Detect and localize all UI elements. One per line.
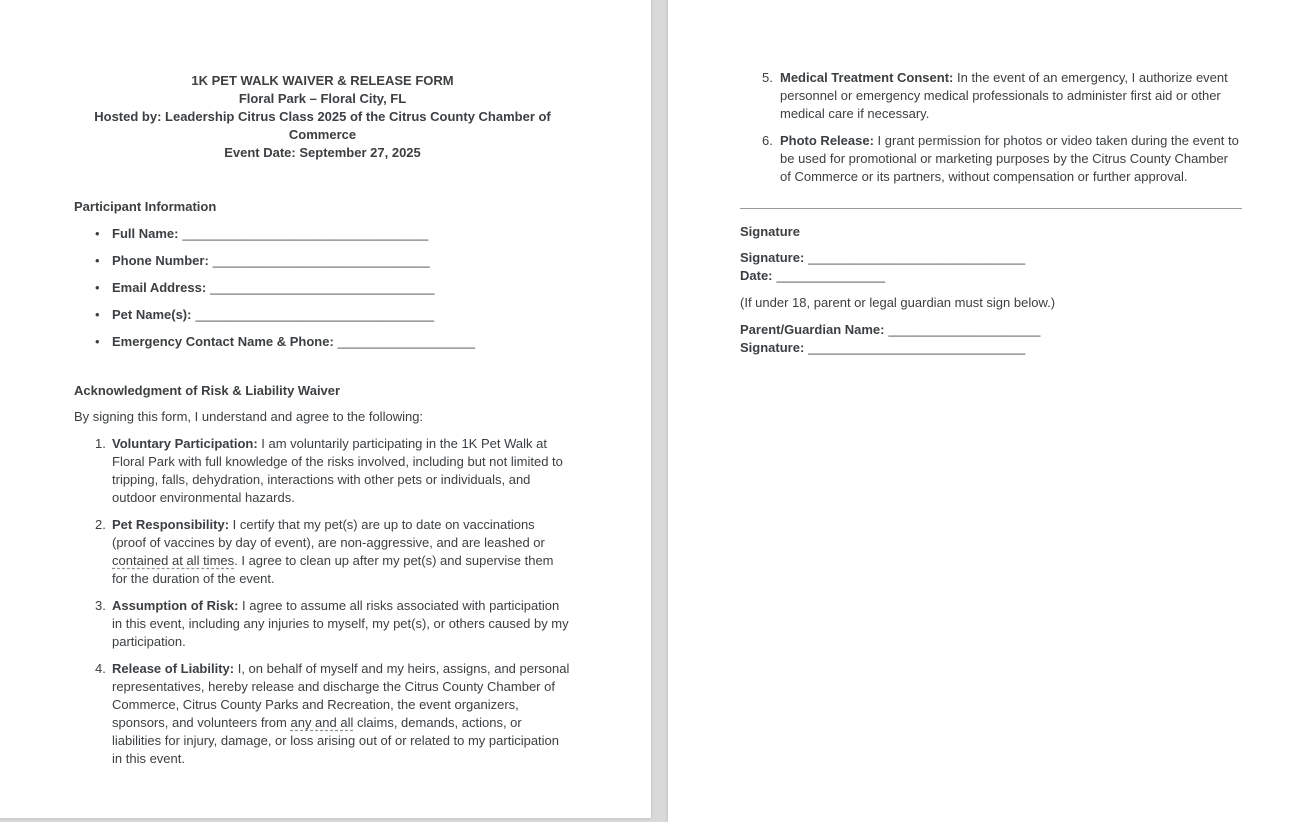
guardian-signature-row <box>740 339 1242 357</box>
signature-row <box>740 249 1242 267</box>
item-body: I agree to assume all risks associated with participation in this event, including any injuries to myself, my pet(s), or others caused by my participation. <box>112 598 569 649</box>
item-number: 3. <box>95 598 106 613</box>
bullet-icon: • <box>95 307 100 322</box>
item-number: 1. <box>95 436 106 451</box>
field-blank-line: _________________________________ <box>195 307 435 322</box>
waiver-list-continued <box>740 69 1242 186</box>
waiver-intro: By signing this form, I understand and agree to the following: <box>74 409 424 424</box>
item-label: Pet Responsibility: <box>112 517 230 532</box>
date-blank-line: _______________ <box>776 268 885 283</box>
bullet-icon: • <box>95 280 100 295</box>
item-body: I grant permission for photos or video taken during the event to be used for promotional or marketing purposes by the Citrus County Chamber of Commerce or its partners, without compensation or further approval. <box>780 133 1239 184</box>
document-page-1 <box>0 0 651 818</box>
item-text <box>112 435 571 507</box>
document-page-2 <box>668 0 1316 822</box>
field-label: Full Name: <box>112 226 179 241</box>
list-item-medical-treatment-consent <box>740 69 1242 123</box>
guardian-signature-label: Signature: <box>740 340 805 355</box>
signature-block <box>740 249 1242 285</box>
guardian-block <box>740 321 1242 357</box>
document-header <box>74 72 571 162</box>
minor-note: (If under 18, parent or legal guardian must sign below.) <box>740 295 1056 310</box>
waiver-heading: Acknowledgment of Risk & Liability Waiver <box>74 383 341 398</box>
date-row <box>740 267 1242 285</box>
field-blank-line: ___________________ <box>337 334 476 349</box>
bullet-icon: • <box>95 253 100 268</box>
field-label: Email Address: <box>112 280 207 295</box>
field-row-emergency-contact <box>74 333 571 351</box>
doc-location: Floral Park – Floral City, FL <box>238 91 407 106</box>
bullet-icon: • <box>95 226 100 241</box>
item-body: I certify that my pet(s) are up to date on vaccinations (proof of vaccines by day of event), are non-aggressive, and are leashed or <box>112 517 545 550</box>
section-divider <box>740 208 1242 209</box>
item-label: Release of Liability: <box>112 661 235 676</box>
guardian-name-row <box>740 321 1242 339</box>
field-row-phone-number <box>74 252 571 270</box>
item-label: Voluntary Participation: <box>112 436 258 451</box>
item-text <box>112 597 571 651</box>
signature-heading: Signature <box>740 224 800 239</box>
item-label: Assumption of Risk: <box>112 598 239 613</box>
signature-blank-line: ______________________________ <box>808 250 1026 265</box>
item-number: 4. <box>95 661 106 676</box>
field-row-pet-names <box>74 306 571 324</box>
doc-host: Hosted by: Leadership Citrus Class 2025 of the Citrus County Chamber of Commerce <box>94 109 551 142</box>
item-body-2: . I agree to clean up after my pet(s) and supervise them for the duration of the event. <box>112 553 554 586</box>
item-body: I am voluntarily participating in the 1K Pet Walk at Floral Park with full knowledge of the risks involved, including but not limited to tripping, falls, dehydration, interactions with other pets or individuals, and outdoor environmental hazards. <box>112 436 563 505</box>
item-number: 6. <box>762 133 773 148</box>
item-underlined-phrase: contained at all times <box>112 553 235 568</box>
doc-title: 1K PET WALK WAIVER & RELEASE FORM <box>191 73 454 88</box>
participant-heading: Participant Information <box>74 199 217 214</box>
list-item-voluntary-participation <box>74 435 571 507</box>
field-blank-line: _______________________________ <box>210 280 435 295</box>
list-item-photo-release <box>740 132 1242 186</box>
field-blank-line: __________________________________ <box>182 226 429 241</box>
field-label: Pet Name(s): <box>112 307 192 322</box>
bullet-icon: • <box>95 334 100 349</box>
item-body: In the event of an emergency, I authorize event personnel or emergency medical professionals to administer first aid or other medical care if necessary. <box>780 70 1228 121</box>
item-number: 5. <box>762 70 773 85</box>
waiver-list <box>74 435 571 768</box>
page-1-content <box>0 0 651 768</box>
guardian-name-blank-line: _____________________ <box>888 322 1041 337</box>
item-label: Medical Treatment Consent: <box>780 70 954 85</box>
item-body: I, on behalf of myself and my heirs, assigns, and personal representatives, hereby release and discharge the Citrus County Chamber of Commerce, Citrus County Parks and Recreation, the event organizers, sponsors, and volunteers from <box>112 661 570 730</box>
item-underlined-phrase: any and all <box>290 715 354 730</box>
field-row-email-address <box>74 279 571 297</box>
item-text <box>112 516 571 588</box>
doc-event-date: Event Date: September 27, 2025 <box>224 145 421 160</box>
list-item-assumption-of-risk <box>74 597 571 651</box>
item-text <box>780 69 1242 123</box>
field-label: Emergency Contact Name & Phone: <box>112 334 334 349</box>
signature-label: Signature: <box>740 250 805 265</box>
item-text <box>780 132 1242 186</box>
field-row-full-name <box>74 225 571 243</box>
item-body-2: claims, demands, actions, or liabilities for injury, damage, or loss arising out of or related to my participation in this event. <box>112 715 560 766</box>
list-item-pet-responsibility <box>74 516 571 588</box>
guardian-name-label: Parent/Guardian Name: <box>740 322 885 337</box>
field-label: Phone Number: <box>112 253 209 268</box>
date-label: Date: <box>740 268 773 283</box>
field-blank-line: ______________________________ <box>212 253 430 268</box>
item-number: 2. <box>95 517 106 532</box>
item-label: Photo Release: <box>780 133 874 148</box>
list-item-release-of-liability <box>74 660 571 768</box>
item-text <box>112 660 571 768</box>
page-2-content <box>668 0 1316 357</box>
participant-field-list <box>74 225 571 351</box>
guardian-signature-blank-line: ______________________________ <box>808 340 1026 355</box>
